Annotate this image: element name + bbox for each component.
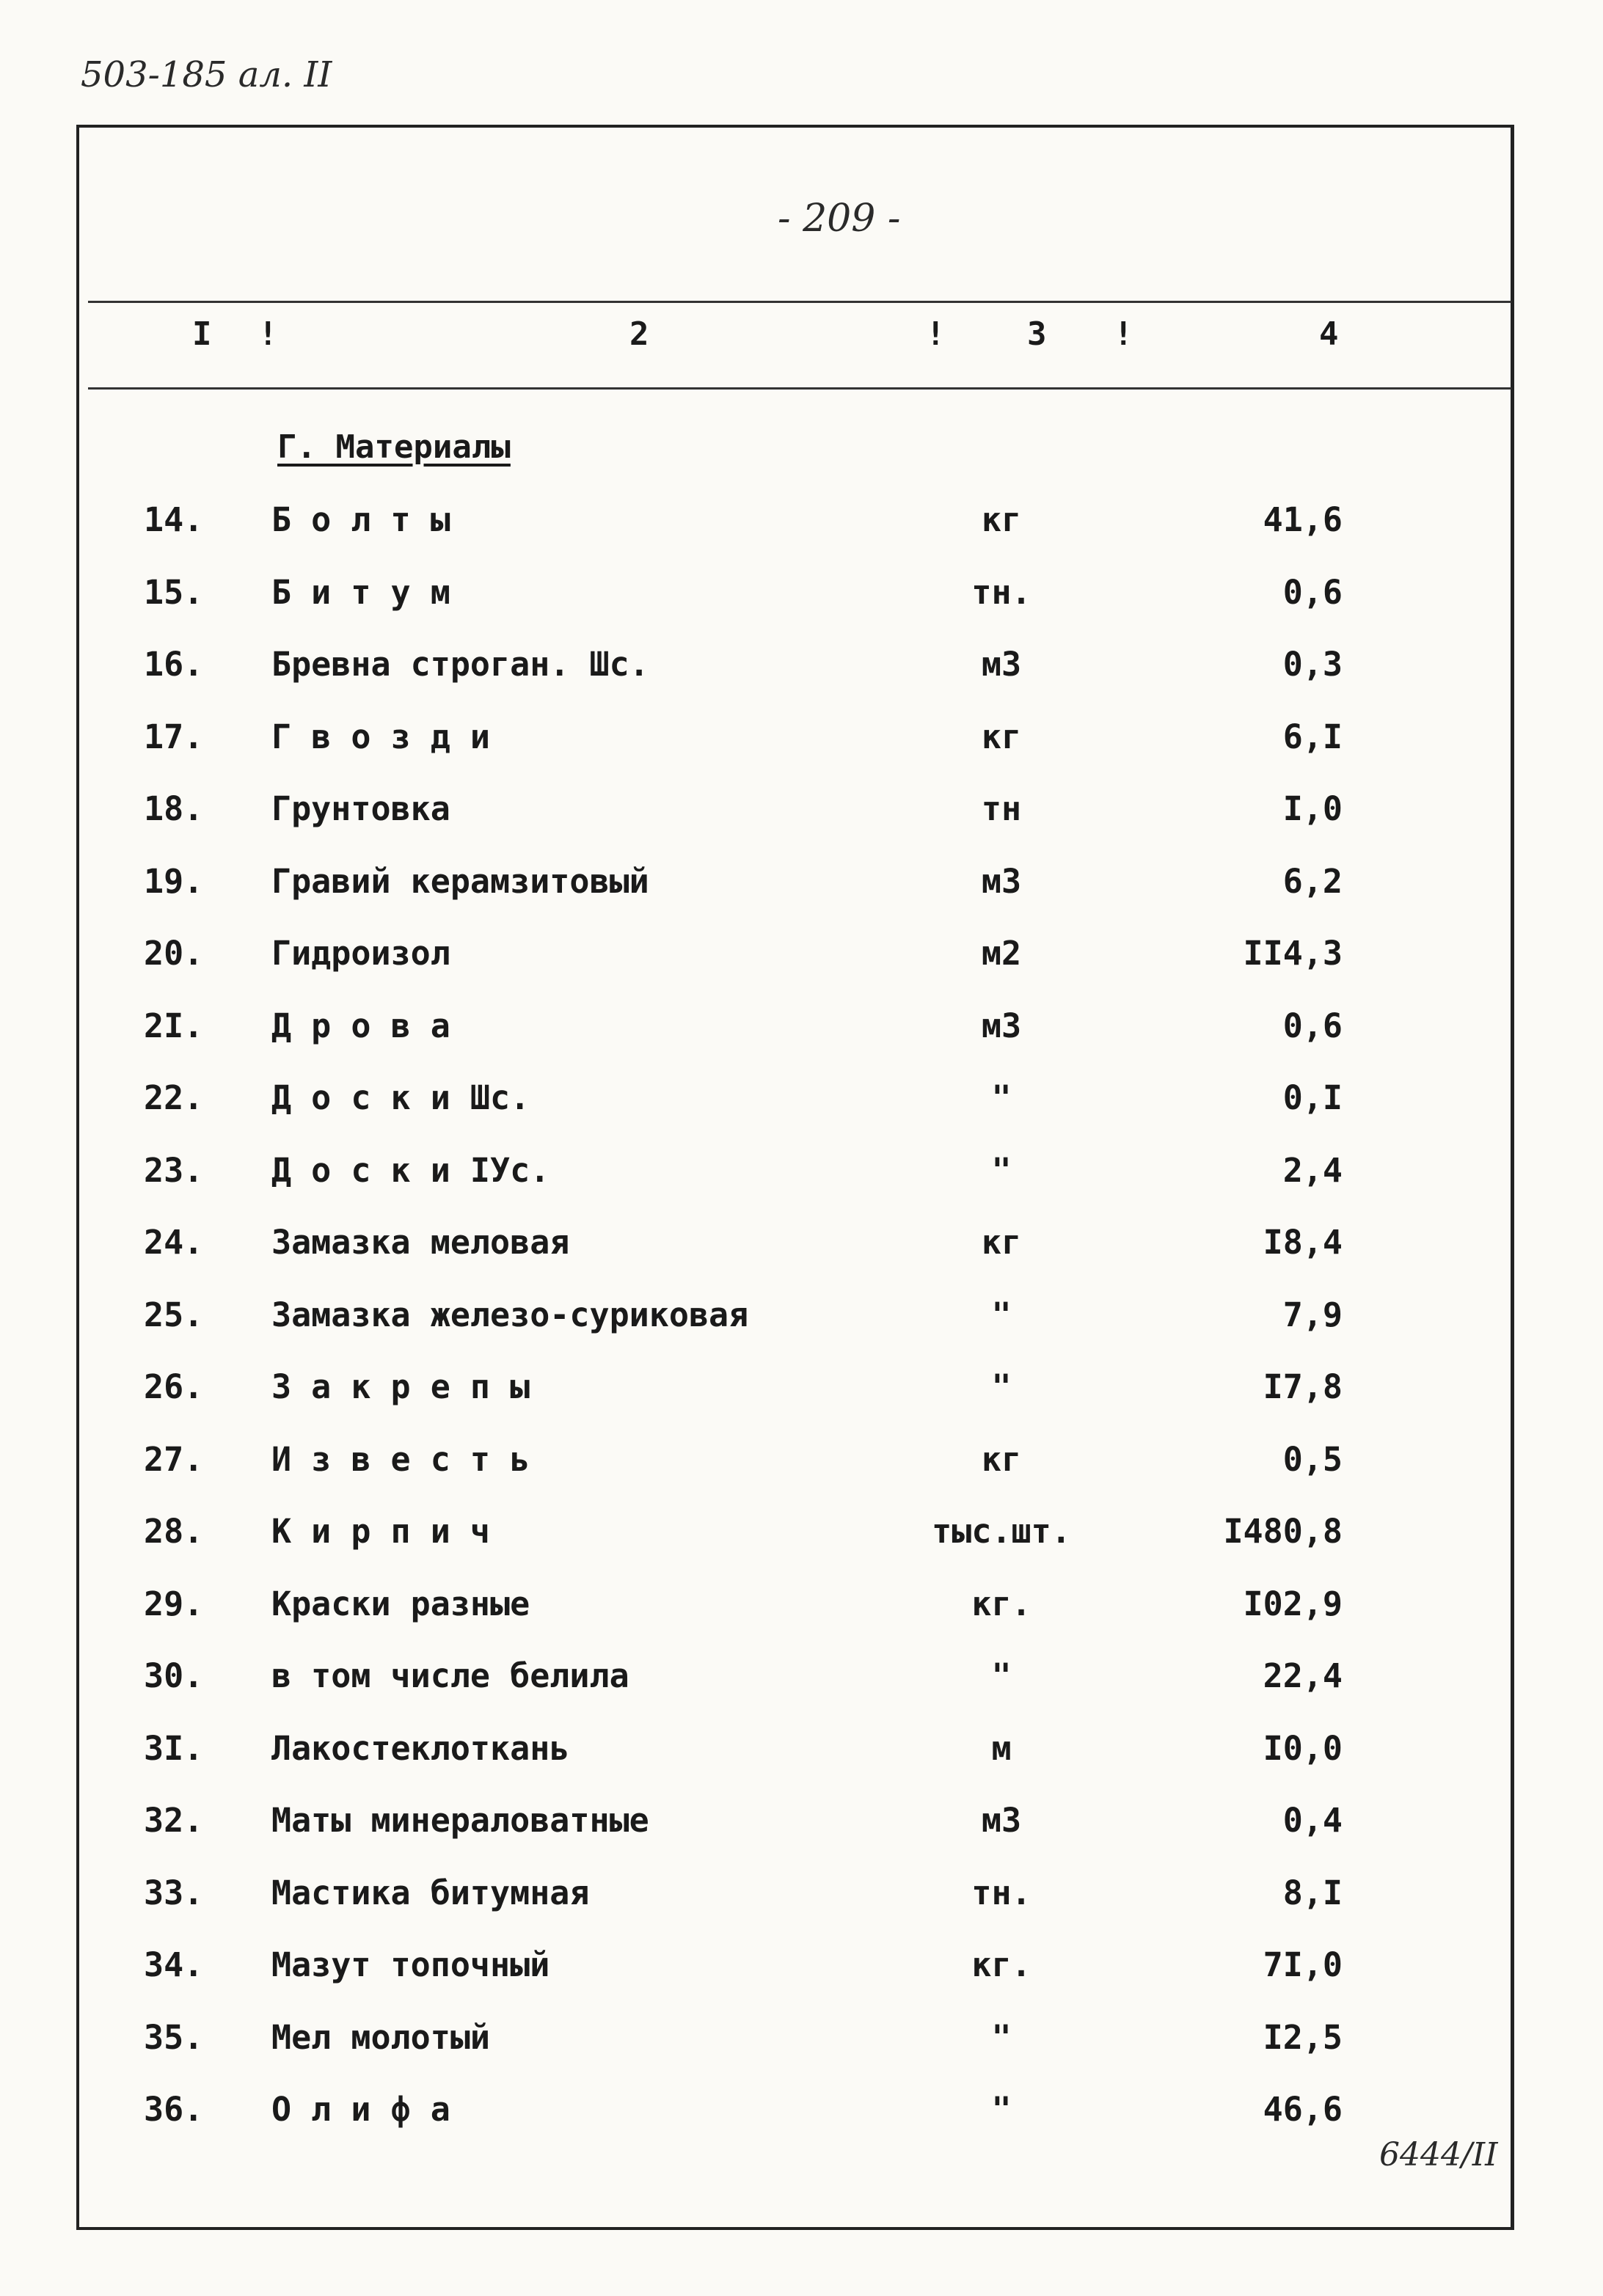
column-separator: ! [258,315,278,353]
unit-of-measure: м3 [981,862,1022,901]
quantity: 0,I [1282,1078,1343,1117]
quantity: 0,4 [1282,1801,1343,1840]
quantity: 6,I [1282,717,1343,756]
quantity: 0,5 [1282,1440,1343,1479]
table-row [0,2090,1603,2156]
quantity: I,0 [1282,789,1343,828]
unit-of-measure: кг [981,1223,1022,1262]
material-name: Д р о в а [271,1006,450,1045]
unit-of-measure: м3 [981,1801,1022,1840]
material-name: И з в е с т ь [271,1440,530,1479]
unit-of-measure: " [991,2090,1012,2129]
row-number: 24. [144,1223,204,1262]
column-separator: ! [926,315,946,353]
material-name: Замазка железо-суриковая [271,1295,749,1334]
unit-of-measure: " [991,1656,1012,1695]
unit-of-measure: тн [981,789,1022,828]
table-row [0,934,1603,1000]
table-row [0,1945,1603,2011]
table-row [0,645,1603,711]
row-number: 36. [144,2090,204,2129]
document-stamp: 6444/II [1379,2136,1498,2173]
table-row [0,1367,1603,1433]
row-number: 27. [144,1440,204,1479]
material-name: К и р п и ч [271,1512,491,1551]
table-row [0,1078,1603,1144]
unit-of-measure: кг [981,717,1022,756]
row-number: 32. [144,1801,204,1840]
unit-of-measure: кг [981,500,1022,539]
material-name: З а к р е п ы [271,1367,530,1406]
row-number: 15. [144,573,204,612]
quantity: 2,4 [1282,1151,1343,1190]
page-number: - 209 - [778,197,901,241]
material-name: Мастика битумная [271,1873,590,1912]
row-number: 14. [144,500,204,539]
row-number: 22. [144,1078,204,1117]
row-number: 19. [144,862,204,901]
header-top-rule [88,301,1511,303]
row-number: 34. [144,1945,204,1984]
quantity: I2,5 [1263,2018,1343,2057]
quantity: 8,I [1282,1873,1343,1912]
quantity: I7,8 [1263,1367,1343,1406]
archive-reference-note: 503-185 ал. II [81,54,332,95]
unit-of-measure: м3 [981,1006,1022,1045]
unit-of-measure: тн. [971,1873,1031,1912]
unit-of-measure: кг. [971,1945,1031,1984]
row-number: 2I. [144,1006,204,1045]
unit-of-measure: кг [981,1440,1022,1479]
material-name: Д о с к и Шс. [271,1078,530,1117]
quantity: 7I,0 [1263,1945,1343,1984]
row-number: 35. [144,2018,204,2057]
material-name: Б о л т ы [271,500,450,539]
material-name: Г в о з д и [271,717,491,756]
quantity: 0,6 [1282,573,1343,612]
unit-of-measure: м2 [981,934,1022,973]
quantity: II4,3 [1243,934,1343,973]
table-row [0,1295,1603,1361]
material-name: Бревна строган. Шс. [271,645,649,684]
unit-of-measure: " [991,1367,1012,1406]
row-number: 20. [144,934,204,973]
quantity: 0,3 [1282,645,1343,684]
unit-of-measure: кг. [971,1584,1031,1623]
quantity: 7,9 [1282,1295,1343,1334]
row-number: 28. [144,1512,204,1551]
row-number: 26. [144,1367,204,1406]
unit-of-measure: " [991,1295,1012,1334]
row-number: 17. [144,717,204,756]
section-title: Г. Материалы [277,428,511,466]
unit-of-measure: " [991,1151,1012,1190]
table-row [0,717,1603,783]
material-name: Грунтовка [271,789,450,828]
header-bottom-rule [88,387,1511,390]
material-name: Б и т у м [271,573,450,612]
table-row [0,1873,1603,1939]
quantity: I02,9 [1243,1584,1343,1623]
column-separator: ! [1114,315,1133,353]
table-row [0,2018,1603,2084]
quantity: 46,6 [1263,2090,1343,2129]
material-name: Лакостеклоткань [271,1729,570,1768]
unit-of-measure: тыс.шт. [932,1512,1071,1551]
material-name: Мазут топочный [271,1945,550,1984]
quantity: 22,4 [1263,1656,1343,1695]
row-number: 3I. [144,1729,204,1768]
table-row [0,1729,1603,1795]
quantity: 6,2 [1282,862,1343,901]
table-row [0,862,1603,928]
row-number: 29. [144,1584,204,1623]
row-number: 18. [144,789,204,828]
material-name: Гидроизол [271,934,450,973]
row-number: 30. [144,1656,204,1695]
material-name: Маты минераловатные [271,1801,649,1840]
row-number: 16. [144,645,204,684]
row-number: 23. [144,1151,204,1190]
table-row [0,1656,1603,1722]
table-row [0,1801,1603,1867]
quantity: I480,8 [1223,1512,1343,1551]
table-row [0,1006,1603,1072]
unit-of-measure: " [991,2018,1012,2057]
table-row [0,1440,1603,1506]
column-number-3: 3 [1027,315,1047,353]
material-name: Гравий керамзитовый [271,862,649,901]
row-number: 25. [144,1295,204,1334]
table-row [0,1512,1603,1578]
unit-of-measure: м [991,1729,1012,1768]
unit-of-measure: " [991,1078,1012,1117]
column-number-2: 2 [629,315,649,353]
table-row [0,1584,1603,1650]
material-name: в том числе белила [271,1656,629,1695]
material-name: О л и ф а [271,2090,450,2129]
quantity: 0,6 [1282,1006,1343,1045]
column-number-4: 4 [1319,315,1339,353]
unit-of-measure: тн. [971,573,1031,612]
material-name: Мел молотый [271,2018,491,2057]
table-row [0,789,1603,855]
quantity: I8,4 [1263,1223,1343,1262]
quantity: 41,6 [1263,500,1343,539]
column-number-1: I [192,315,212,353]
row-number: 33. [144,1873,204,1912]
quantity: I0,0 [1263,1729,1343,1768]
unit-of-measure: м3 [981,645,1022,684]
table-row [0,1151,1603,1217]
material-name: Замазка меловая [271,1223,570,1262]
table-row [0,1223,1603,1289]
table-row [0,500,1603,566]
material-name: Краски разные [271,1584,530,1623]
material-name: Д о с к и IУс. [271,1151,550,1190]
table-row [0,573,1603,639]
